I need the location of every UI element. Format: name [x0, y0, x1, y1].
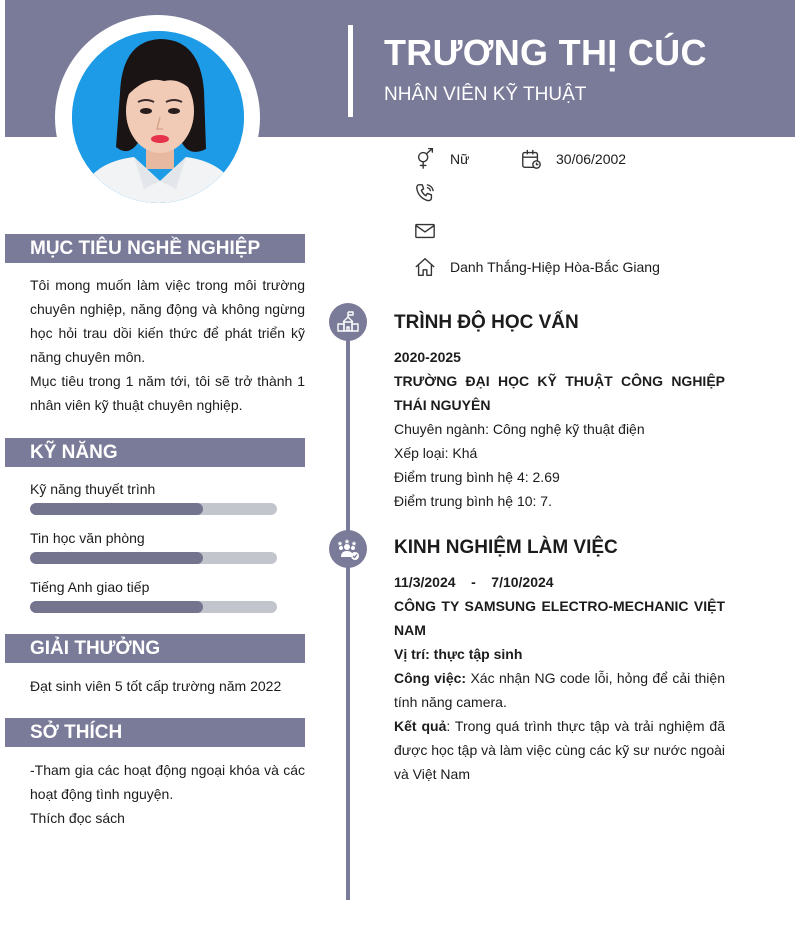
- objective-text: [30, 273, 305, 417]
- objective-heading: MỤC TIÊU NGHỀ NGHIỆP: [5, 234, 305, 263]
- skills-heading: KỸ NĂNG: [5, 438, 305, 467]
- skill-bar-fill: [30, 601, 203, 613]
- skill-bar-fill: [30, 503, 203, 515]
- school-name: TRƯỜNG ĐẠI HỌC KỸ THUẬT CÔNG NGHIỆP THÁI NGUYÊN: [394, 373, 725, 413]
- hobby-paragraph: Thích đọc sách: [30, 810, 125, 826]
- team-icon: [329, 530, 367, 568]
- company-name: CÔNG TY SAMSUNG ELECTRO-MECHANIC VIỆT NAM: [394, 598, 725, 638]
- gender-value: Nữ: [450, 151, 470, 167]
- address-value: Danh Thắng-Hiệp Hòa-Bắc Giang: [450, 259, 660, 275]
- email-row: [414, 220, 450, 242]
- home-icon: [414, 256, 436, 278]
- hobbies-heading: SỞ THÍCH: [5, 718, 305, 747]
- experience-heading: KINH NGHIỆM LÀM VIỆC: [394, 537, 618, 558]
- objective-paragraph: Mục tiêu trong 1 năm tới, tôi sẽ trở thành 1 nhân viên kỹ thuật chuyên nghiệp.: [30, 373, 305, 413]
- address-row: [414, 256, 660, 278]
- education-heading: TRÌNH ĐỘ HỌC VẤN: [394, 312, 579, 333]
- avatar: [72, 31, 244, 203]
- birthdate-value: 30/06/2002: [556, 151, 627, 167]
- education-period: 2020-2025: [394, 349, 461, 365]
- skill-bar-track: [30, 601, 277, 613]
- job-title: NHÂN VIÊN KỸ THUẬT: [384, 84, 587, 105]
- skill-bar-track: [30, 503, 277, 515]
- result-label: Kết quả: [394, 718, 447, 734]
- experience-work: [394, 666, 725, 714]
- objective-paragraph: Tôi mong muốn làm việc trong môi trường chuyên nghiệp, năng động và không ngừng học hỏi trau dồi kiến thức để phát triển kỹ năng chuyên môn.: [30, 277, 305, 365]
- school-icon: [329, 303, 367, 341]
- birthdate-row: [520, 148, 626, 170]
- skill-item: [30, 480, 277, 515]
- skill-name: Tiếng Anh giao tiếp: [30, 579, 150, 595]
- timeline-line: [346, 305, 350, 900]
- education-rank: Xếp loại: Khá: [394, 445, 478, 461]
- calendar-icon: [520, 148, 542, 170]
- skill-bar-track: [30, 552, 277, 564]
- education-gpa4: Điểm trung bình hệ 4: 2.69: [394, 469, 560, 485]
- education-gpa10: Điểm trung bình hệ 10: 7.: [394, 493, 552, 509]
- mail-icon: [414, 220, 436, 242]
- hobby-paragraph: -Tham gia các hoạt động ngoại khóa và các hoạt động tình nguyện.: [30, 762, 305, 802]
- education-major: Chuyên ngành: Công nghệ kỹ thuật điện: [394, 421, 645, 437]
- skill-bar-fill: [30, 552, 203, 564]
- gender-icon: [414, 148, 436, 170]
- gender-row: [414, 148, 469, 170]
- skill-name: Kỹ năng thuyết trình: [30, 481, 156, 497]
- portrait-photo: [72, 31, 244, 203]
- awards-text: Đạt sinh viên 5 tốt cấp trường năm 2022: [30, 678, 282, 694]
- result-text: : Trong quá trình thực tập và trải nghiệm đã được học tập và làm việc cùng các kỹ sư nước ngoài và Việt Nam: [394, 718, 725, 782]
- skill-item: [30, 529, 277, 564]
- experience-period: 11/3/2024 - 7/10/2024: [394, 574, 554, 590]
- experience-block: [394, 570, 725, 786]
- education-block: [394, 345, 725, 513]
- work-text: Xác nhận NG code lỗi, hỏng để cải thiện tính năng camera.: [394, 670, 725, 710]
- skill-item: [30, 578, 277, 613]
- hobbies-text: [30, 758, 305, 830]
- experience-result: [394, 714, 725, 786]
- work-label: Công việc:: [394, 670, 467, 686]
- header-divider: [348, 25, 353, 117]
- experience-position: Vị trí: thực tập sinh: [394, 646, 523, 662]
- candidate-name: TRƯƠNG THỊ CÚC: [384, 32, 707, 73]
- awards-heading: GIẢI THƯỞNG: [5, 634, 305, 663]
- skill-name: Tin học văn phòng: [30, 530, 145, 546]
- phone-row: [414, 182, 450, 204]
- phone-icon: [414, 182, 436, 204]
